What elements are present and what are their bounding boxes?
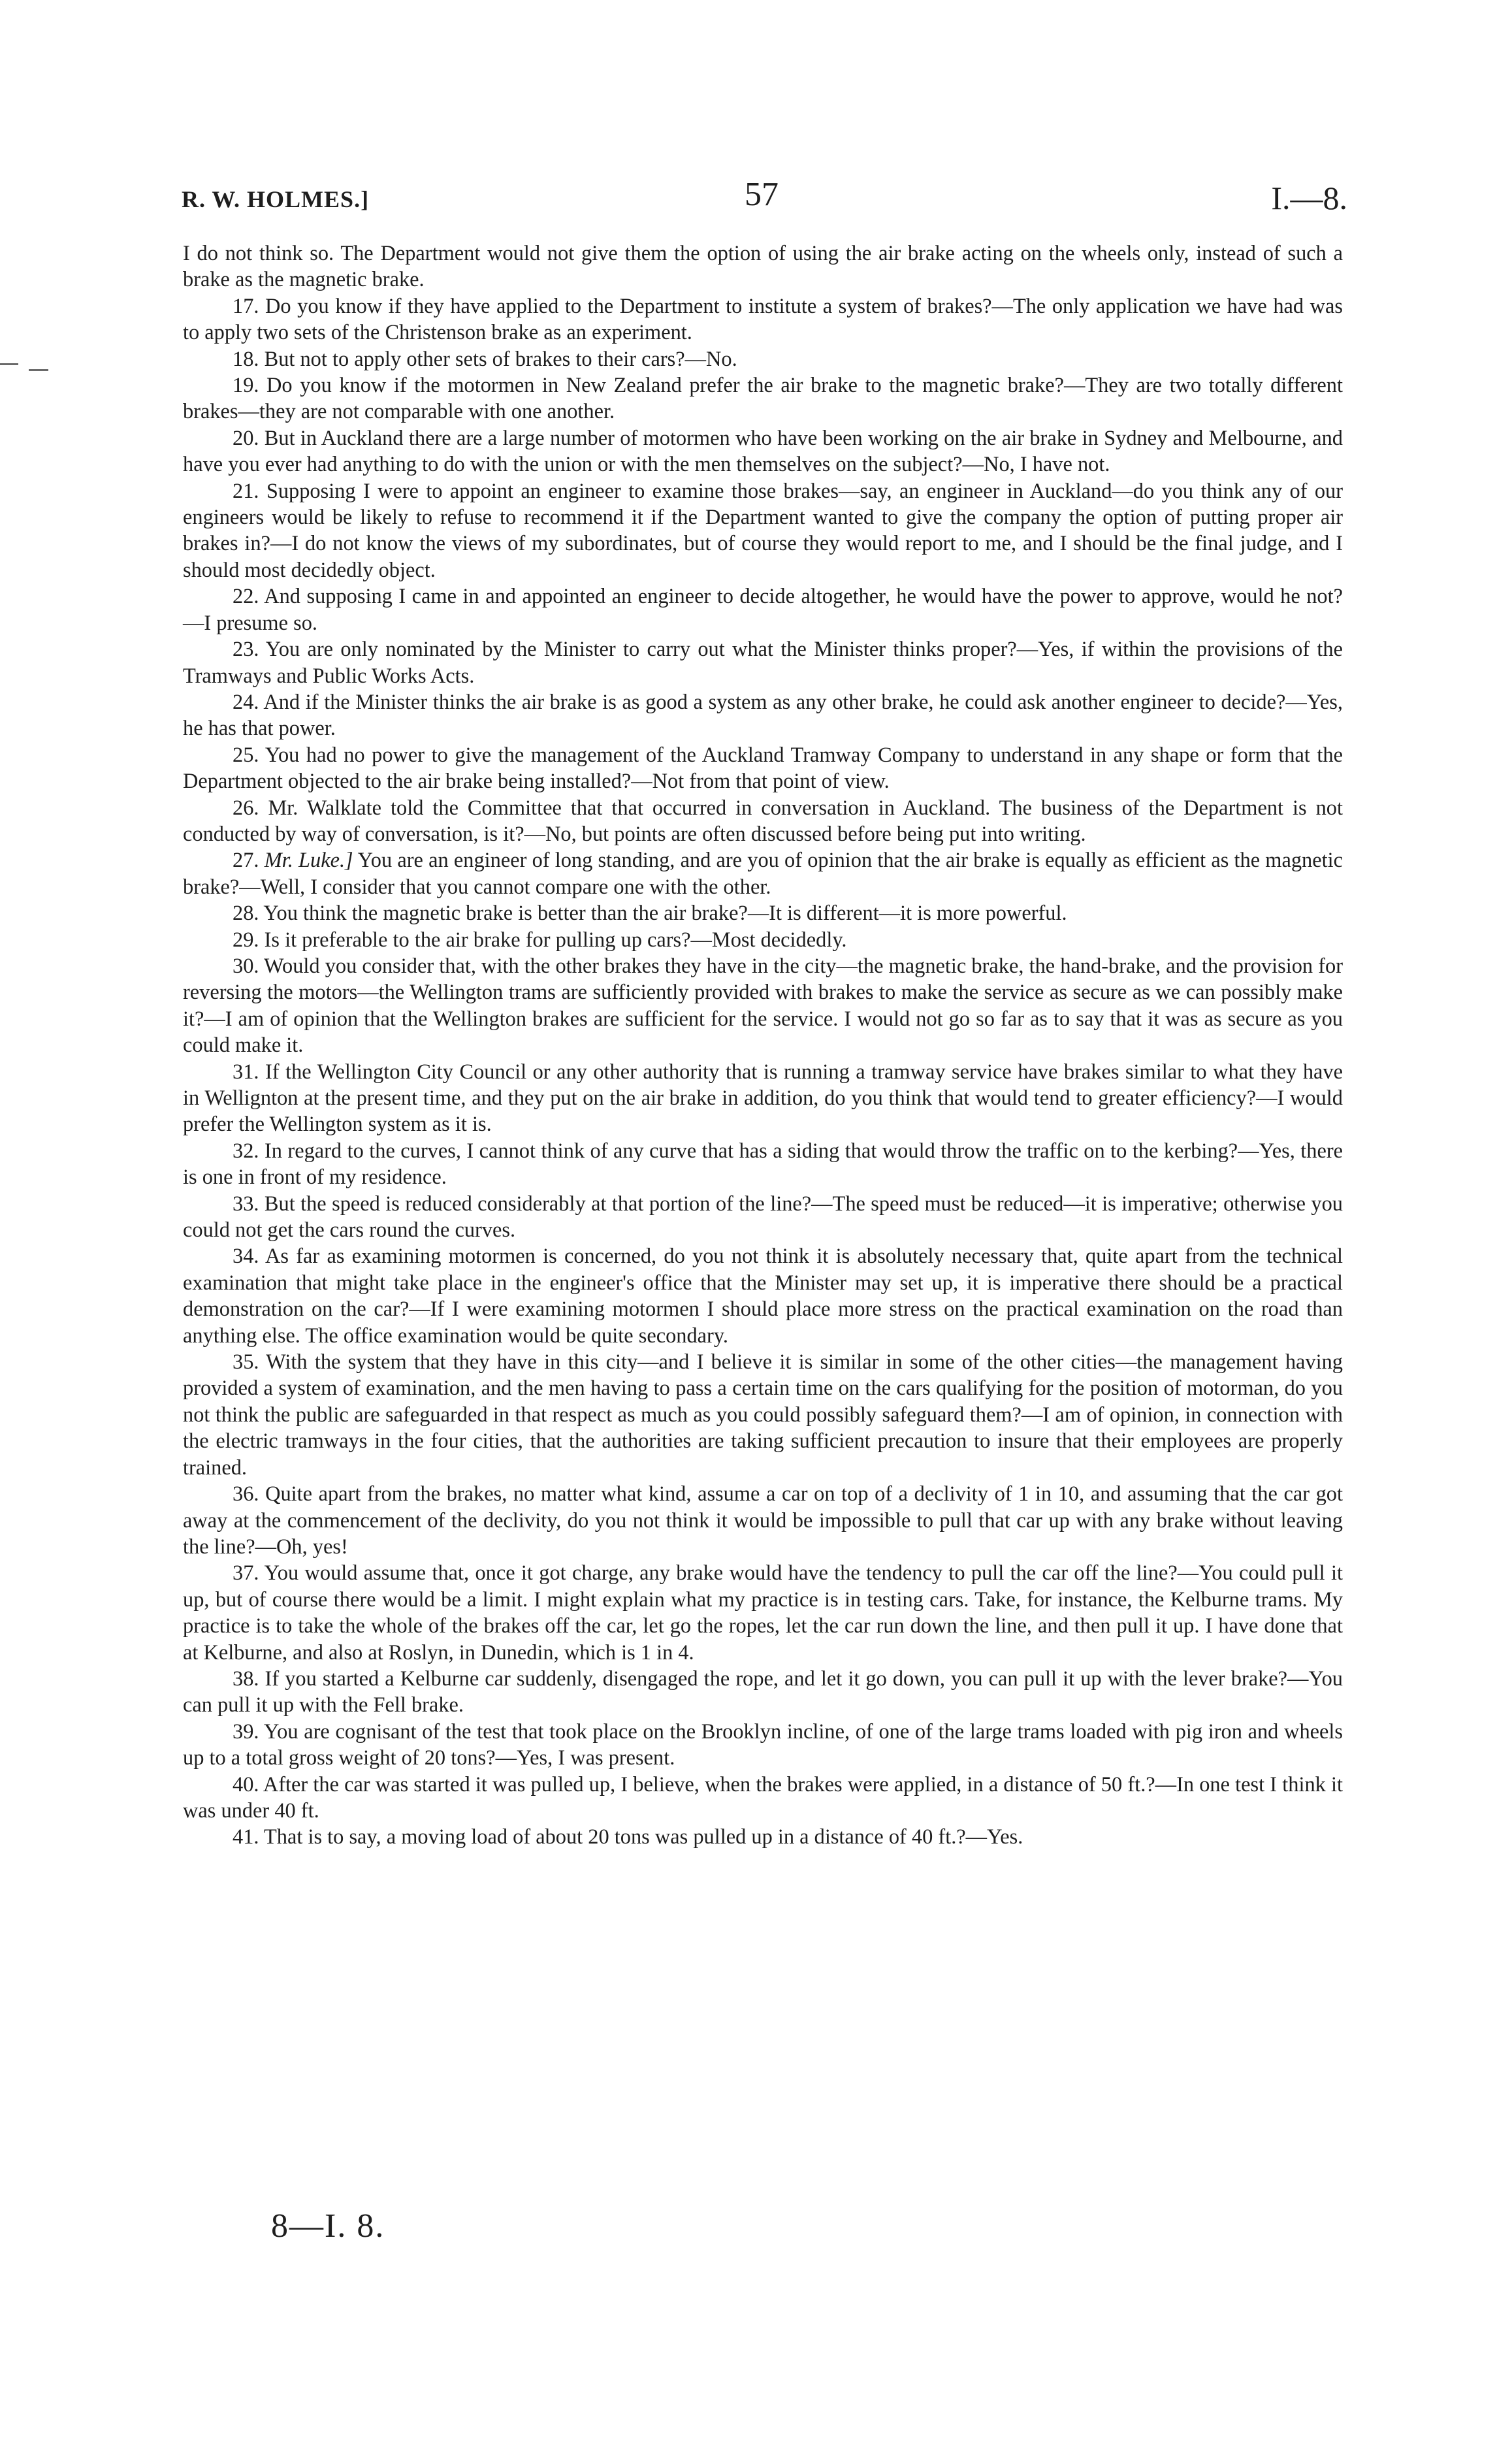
sheet-signature: 8—I. 8. [271, 2207, 385, 2245]
paragraph: 25. You had no power to give the management of the Auckland Tramway Company to understand in any shape or form that the Department objected to the air brake being installed?—Not from that point of view. [183, 743, 1343, 794]
paragraph: 21. Supposing I were to appoint an engineer to examine those brakes—say, an engineer in Auckland—do you think any of our engineers would be likely to refuse to recommend it if the Department wanted to give the company the option of putting proper air brakes in?—I do not know the views of my subordinates, but of course they would report to me, and I should be the final judge, and I should most decidedly object. [183, 479, 1343, 582]
question-text: You are an engineer of long standing, and are you of opinion that the air brake is equally as efficient as the magnetic brake?—Well, I consider that you cannot compare one with the other. [183, 849, 1343, 899]
paragraph: 26. Mr. Walklate told the Committee that that occurred in conversation in Auckland. The business of the Department is not conducted by way of conversation, is it?—No, but points are often discussed before being put into writing. [183, 796, 1343, 846]
paragraph: 30. Would you consider that, with the other brakes they have in the city—the magnetic brake, the hand-brake, and the provision for reversing the motors—the Wellington trams are sufficiently provided with brakes to make the service as secure as we can possibly make it?—I am of opinion that the Wellington brakes are sufficient for the service. I would not go so far as to say that it was as secure as you could make it. [183, 954, 1343, 1058]
question-number: 27. [233, 849, 259, 873]
paragraph: 36. Quite apart from the brakes, no matter what kind, assume a car on top of a declivity of 1 in 10, and assuming that the car got away at the commencement of the declivity, do you not think it would be impossible to pull that car up with any brake without leaving the line?—Oh, yes! [183, 1482, 1343, 1559]
paragraph: 24. And if the Minister thinks the air brake is as good a system as any other brake, he could ask another engineer to decide?—Yes, he has that power. [183, 690, 1343, 741]
paragraph: 33. But the speed is reduced considerably at that portion of the line?—The speed must be reduced—it is imperative; otherwise you could not get the cars round the curves. [183, 1192, 1343, 1243]
running-head: R. W. HOLMES.] [182, 186, 370, 212]
paragraph: 31. If the Wellington City Council or any other authority that is running a tramway service have brakes similar to what they have in Wellignton at the present time, and they put on the air brake in addition, do you think that would tend to greater efficiency?—I would prefer the Wellington system as it is. [183, 1060, 1343, 1137]
paragraph: 32. In regard to the curves, I cannot think of any curve that has a siding that would throw the traffic on to the kerbing?—Yes, there is one in front of my residence. [183, 1139, 1343, 1190]
paragraph: 17. Do you know if they have applied to the Department to institute a system of brakes?—The only application we have had was to apply two sets of the Christenson brake as an experiment. [183, 294, 1343, 345]
margin-mark [0, 363, 18, 365]
speaker-name: Mr. Luke.] [264, 849, 353, 873]
paragraph: 20. But in Auckland there are a large number of motormen who have been working on the air brake in Sydney and Melbourne, and have you ever had anything to do with the union or with the men themselves on the subject?—No, I have not. [183, 426, 1343, 477]
paragraph: 38. If you started a Kelburne car suddenly, disengaged the rope, and let it go down, you can pull it up with the lever brake?—You can pull it up with the Fell brake. [183, 1666, 1343, 1717]
paragraph: 34. As far as examining motormen is concerned, do you not think it is absolutely necessary that, quite apart from the technical examination that might take place in the engineer's office that the Minister may set up, it is imperative there should be a practical demonstration on the car?—If I were examining motormen I should place more stress on the practical examination on the road than anything else. The office examination would be quite secondary. [183, 1244, 1343, 1348]
paragraph: 35. With the system that they have in this city—and I believe it is similar in some of the other cities—the management having provided a system of examination, and the men having to pass a certain time on the cars qualifying for the position of motorman, do you not think the public are safeguarded in that respect as much as you could possibly safeguard them?—I am of opinion, in connection with the electric tramways in the four cities, that the authorities are taking sufficient precaution to insure that their employees are properly trained. [183, 1350, 1343, 1480]
paragraph: 19. Do you know if the motormen in New Zealand prefer the air brake to the magnetic brake?—They are two totally different brakes—they are not comparable with one another. [183, 374, 1343, 424]
paragraph: I do not think so. The Department would not give them the option of using the air brake acting on the wheels only, instead of such a brake as the magnetic brake. [183, 242, 1343, 292]
paragraph: 28. You think the magnetic brake is better than the air brake?—It is different—it is more powerful. [233, 902, 1067, 926]
testimony-text [183, 240, 1343, 1851]
paragraph: 41. That is to say, a moving load of about 20 tons was pulled up in a distance of 40 ft.?—Yes. [233, 1825, 1023, 1849]
margin-mark [29, 369, 48, 371]
paragraph: 22. And supposing I came in and appointed an engineer to decide altogether, he would have the power to approve, would he not?—I presume so. [183, 585, 1343, 635]
paragraph: 29. Is it preferable to the air brake for pulling up cars?—Most decidedly. [233, 928, 847, 952]
paper-reference: I.—8. [1271, 180, 1347, 216]
paragraph: 18. But not to apply other sets of brakes to their cars?—No. [233, 347, 737, 371]
page-header [182, 175, 1347, 221]
paragraph-27 [183, 847, 1343, 900]
page-number: 57 [745, 176, 779, 213]
paragraph: 37. You would assume that, once it got charge, any brake would have the tendency to pull the car off the line?—You could pull it up, but of course there would be a limit. I might explain what my practice is in testing cars. Take, for instance, the Kelburne trams. My practice is to take the whole of the brakes off the car, let go the ropes, let the car run down the line, and then pull it up. I have done that at Kelburne, and also at Roslyn, in Dunedin, which is 1 in 4. [183, 1561, 1343, 1665]
paragraph: 39. You are cognisant of the test that took place on the Brooklyn incline, of one of the large trams loaded with pig iron and wheels up to a total gross weight of 20 tons?—Yes, I was present. [183, 1719, 1343, 1770]
paragraph: 23. You are only nominated by the Minister to carry out what the Minister thinks proper?—Yes, if within the provisions of the Tramways and Public Works Acts. [183, 638, 1343, 688]
paragraph: 40. After the car was started it was pulled up, I believe, when the brakes were applied, in a distance of 50 ft.?—In one test I think it was under 40 ft. [183, 1772, 1343, 1823]
